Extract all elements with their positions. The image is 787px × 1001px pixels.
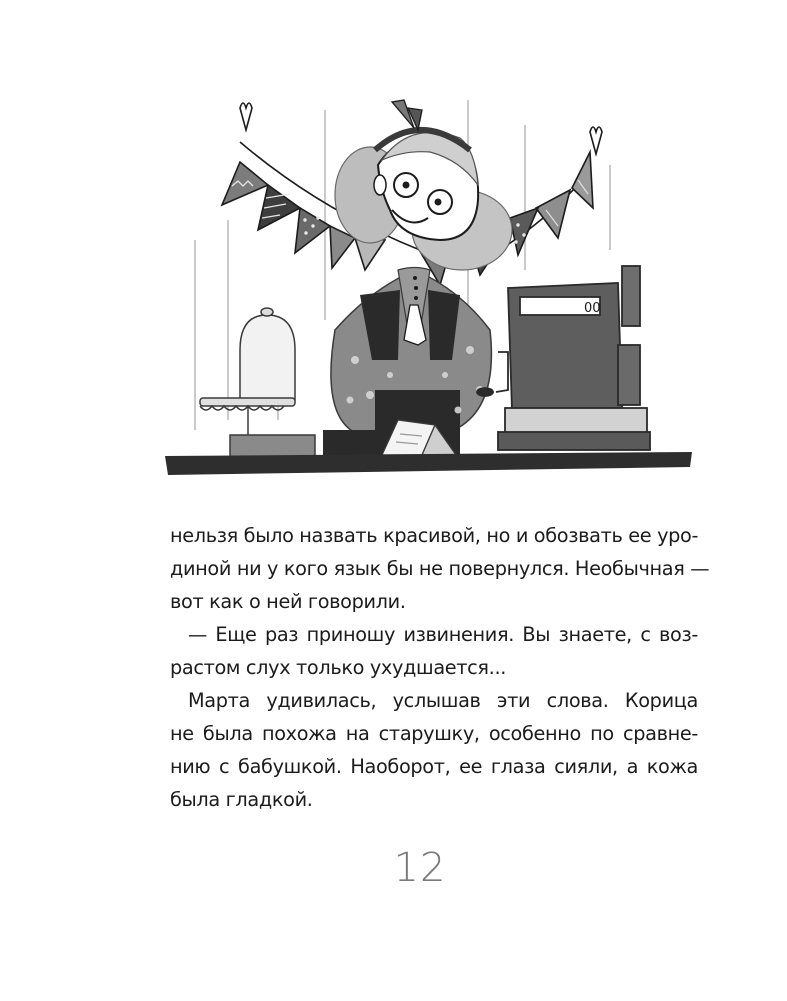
text-line: была гладкой. (170, 788, 313, 811)
text-line: растом слух только ухудшается... (170, 656, 507, 679)
text-line-dialogue: — Еще раз приношу извинения. Вы знаете, с воз- (188, 623, 698, 646)
page-number: 12 (393, 845, 447, 891)
register-display-text: 00 (584, 301, 601, 316)
text-line: не была похожа на старушку, особенно по сравне- (170, 722, 698, 745)
cash-register (477, 266, 650, 450)
text-line: нельзя было назвать красивой, но и обозвать ее уро- (170, 524, 699, 547)
text-line-paragraph-start: Марта удивилась, услышав эти слова. Корица (188, 689, 698, 712)
body-text (170, 519, 710, 816)
text-line: диной ни у кого язык бы не повернулся. Необычная — (170, 557, 710, 580)
text-line: нию с бабушкой. Наоборот, ее глаза сияли, а кожа (170, 755, 698, 778)
cake-dome (200, 308, 315, 458)
counter-item-dark (323, 430, 383, 455)
counter-top (165, 452, 692, 475)
text-line: вот как о ней говорили. (170, 590, 406, 613)
chapter-illustration (160, 90, 700, 490)
